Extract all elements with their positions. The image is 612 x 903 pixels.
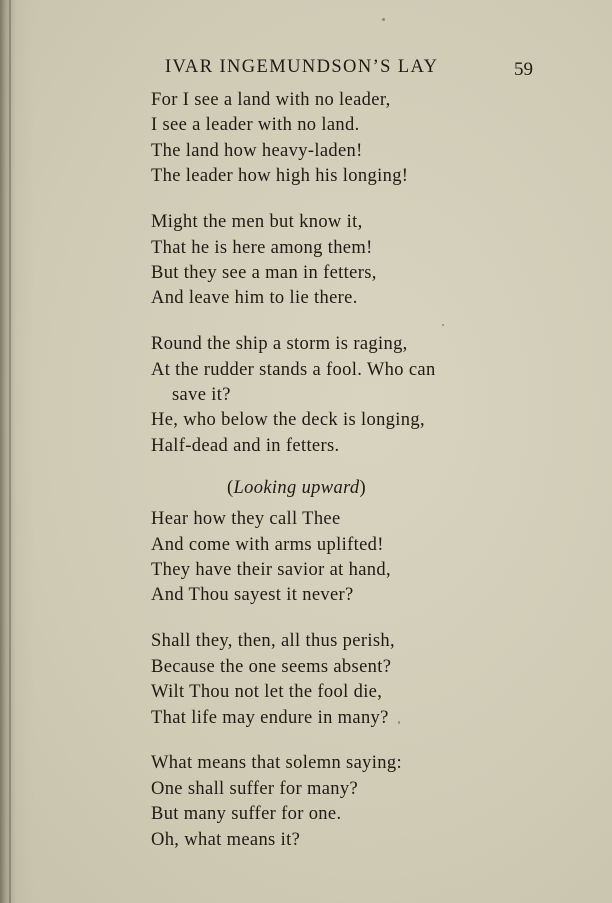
poem-line: What means that solemn saying: <box>151 753 402 774</box>
stanza-6 <box>151 751 436 853</box>
stanza-4 <box>151 476 436 609</box>
poem-line: Wilt Thou not let the fool die, <box>151 682 383 703</box>
poem-line: And leave him to lie there. <box>151 288 358 309</box>
poem-line-with-emphasis <box>151 777 436 802</box>
poem-line: Shall they, then, all thus perish, <box>151 631 395 652</box>
running-title: IVAR INGEMUNDSON’S LAY <box>165 57 439 77</box>
poem-line: That life may endure in many? <box>151 707 389 728</box>
poem-line: That he is here among them! <box>151 237 373 258</box>
poem-line: Because the one seems absent? <box>151 656 392 677</box>
poem-line-continuation: save it? <box>172 385 231 406</box>
paper-speck <box>442 324 444 326</box>
page-gutter <box>9 0 11 903</box>
page-number: 59 <box>514 59 533 80</box>
stage-direction-open-paren: ( <box>227 477 234 498</box>
poem-line: The land how heavy-laden! <box>151 140 363 161</box>
poem-line: And come with arms uplifted! <box>151 534 384 555</box>
poem-line: But they see a man in fetters, <box>151 262 377 283</box>
stanza-5 <box>151 629 436 731</box>
poem-line: Oh, what means it? <box>151 829 301 850</box>
poem-line: He, who below the deck is longing, <box>151 410 425 431</box>
poem-line: They have their savior at hand, <box>151 560 391 580</box>
poem-line: Half-dead and in fetters. <box>151 435 340 456</box>
poem-line: But many suffer for one. <box>151 804 342 825</box>
paper-speck <box>382 18 385 21</box>
stanza-1 <box>151 88 436 190</box>
poem-line: Hear how they call Thee <box>151 509 341 530</box>
paper-speck <box>398 721 400 724</box>
poem-line: Might the men but know it, <box>151 212 363 233</box>
stage-direction <box>151 476 436 501</box>
poem-line: And Thou sayest it never? <box>151 585 354 606</box>
poem-line: Round the ship a storm is raging, <box>151 334 408 355</box>
poem-line: For I see a land with no leader, <box>151 90 391 110</box>
poem-line: At the rudder stands a fool. Who can <box>151 359 436 380</box>
stanza-3 <box>151 332 436 459</box>
stanza-2 <box>151 210 436 312</box>
stage-direction-close-paren: ) <box>359 477 367 498</box>
poem-line-rest: shall suffer for many? <box>187 778 359 799</box>
page-header <box>0 55 612 81</box>
emphasized-word: One <box>151 778 183 799</box>
poem-line: I see a leader with no land. <box>151 115 360 136</box>
stage-direction-text: Looking upward <box>233 477 360 498</box>
poem-body <box>151 88 436 874</box>
poem-line: The leader how high his longing! <box>151 166 409 187</box>
